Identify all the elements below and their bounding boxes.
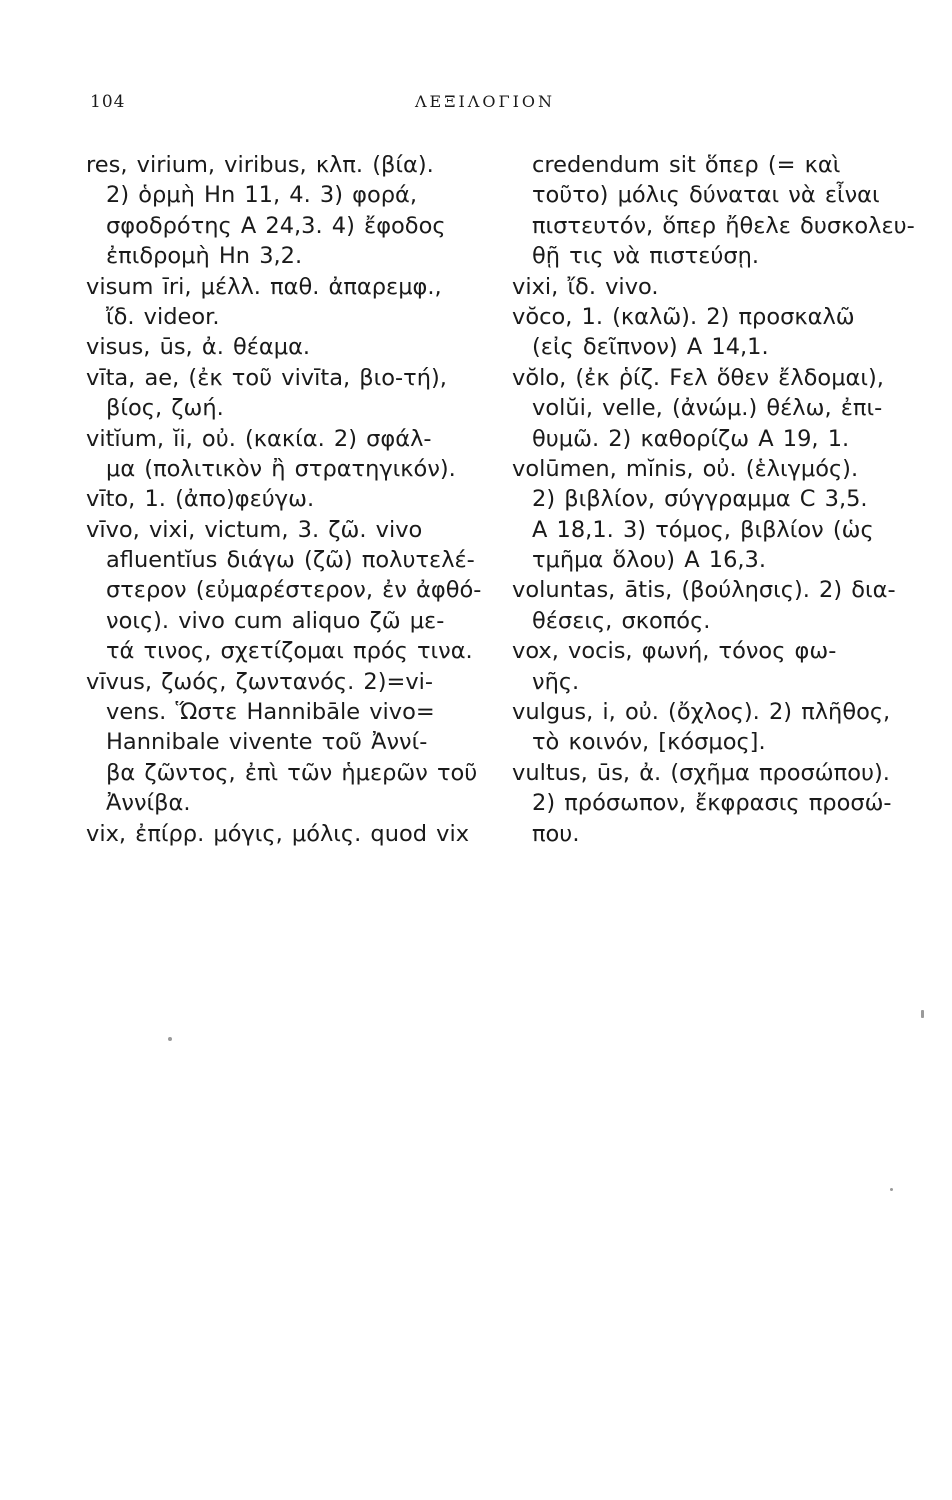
entry-line: σφοδρότης A 24,3. 4) ἔφοδος [106,212,446,239]
entry-line: vox, vocis, φωνή, τόνος φω- [512,638,837,665]
right-column [512,150,924,849]
entry-line: vulgus, i, οὐ. (ὄχλος). 2) πλῆθος, [512,699,891,726]
entry-line: vīto, 1. (ἀπο)φεύγω. [86,486,315,513]
entry-line: 2) ὁρμὴ Hn 11, 4. 3) φορά, [106,182,418,209]
entry-line: τά τινος, σχετίζομαι πρός τινα. [106,638,473,665]
entry-line: βίος, ζωή. [106,395,224,422]
entry-line: volŭi, velle, (ἀνώμ.) θέλω, ἐπι- [532,395,883,422]
entry-line: θέσεις, σκοπός. [532,607,711,634]
entry-line: (εἰς δεῖπνον) A 14,1. [532,334,769,361]
entry-line: τμῆμα ὅλου) A 16,3. [532,547,767,574]
entry-line: τοῦτο) μόλις δύναται νὰ εἶναι [532,182,880,209]
entry-line: vīvus, ζωός, ζωντανός. 2)=vi- [86,668,434,695]
entry-line: afluentĭus διάγω (ζῶ) πολυτελέ- [106,547,475,574]
entry-line: που. [532,820,580,847]
entry-line: μα (πολιτικὸν ἢ στρατηγικόν). [106,455,456,482]
ink-speck [921,1010,924,1018]
entry-line: vŏco, 1. (καλῶ). 2) προσκαλῶ [512,303,855,330]
entry-line: Hannibale vivente τοῦ Ἀννί- [106,729,428,756]
entry-line: vix, ἐπίρρ. μόγις, μόλις. quod vix [86,820,470,847]
entry-line: στερον (εὐμαρέστερον, ἐν ἀφθό- [106,577,482,604]
entry-line: 2) βιβλίον, σύγγραμμα C 3,5. [532,486,868,513]
entry-line: vixi, ἴδ. vivo. [512,273,659,300]
ink-speck [168,1037,172,1041]
entry-line: visus, ūs, ἀ. θέαμα. [86,334,311,361]
entry-line: vens. Ὥστε Hannibāle vivo= [106,699,435,726]
entry-line: θῇ τις νὰ πιστεύσῃ. [532,243,760,270]
entry-line: voluntas, ātis, (βούλησις). 2) δια- [512,577,896,604]
page-number: 104 [90,92,126,112]
entry-line: θυμῶ. 2) καθορίζω A 19, 1. [532,425,850,452]
entry-line: Ἀννίβα. [106,790,191,817]
entry-line: A 18,1. 3) τόμος, βιβλίον (ὡς [532,516,874,543]
entry-line: vīvo, vixi, victum, 3. ζῶ. vivo [86,516,423,543]
entry-line: visum īri, μέλλ. παθ. ἀπαρεμφ., [86,273,442,300]
entry-line: νῆς. [532,668,580,695]
left-column [86,150,486,849]
entry-line: πιστευτόν, ὅπερ ἤθελε δυσκολευ- [532,212,915,239]
entry-line: ἴδ. videor. [106,303,220,330]
entry-line: βα ζῶντος, ἐπὶ τῶν ἡμερῶν τοῦ [106,759,478,786]
entry-line: vultus, ūs, ἀ. (σχῆμα προσώπου). [512,759,890,786]
entry-line: vīta, ae, (ἐκ τοῦ vivīta, βιο-τή), [86,364,447,391]
entry-line: νοις). vivo cum aliquo ζῶ με- [106,607,445,634]
ink-speck [890,1188,893,1191]
entry-line: 2) πρόσωπον, ἔκφρασις προσώ- [532,790,892,817]
entry-line: credendum sit ὅπερ (= καὶ [532,152,841,178]
entry-line: volūmen, mĭnis, οὐ. (ἑλιγμός). [512,455,859,482]
entry-line: τὸ κοινόν, [κόσμος]. [532,729,766,756]
entry-line: vŏlo, (ἐκ ῥίζ. Fελ ὅθεν ἔλδομαι), [512,364,884,391]
entry-line: res, virium, viribus, κλπ. (βία). [86,152,434,178]
page-header [90,92,880,122]
running-title: ΛΕΞΙΛΟΓΙΟΝ [414,92,556,111]
entry-line: ἐπιδρομὴ Hn 3,2. [106,243,303,270]
entry-line: vitĭum, ĭi, οὐ. (κακία. 2) σφάλ- [86,425,432,452]
